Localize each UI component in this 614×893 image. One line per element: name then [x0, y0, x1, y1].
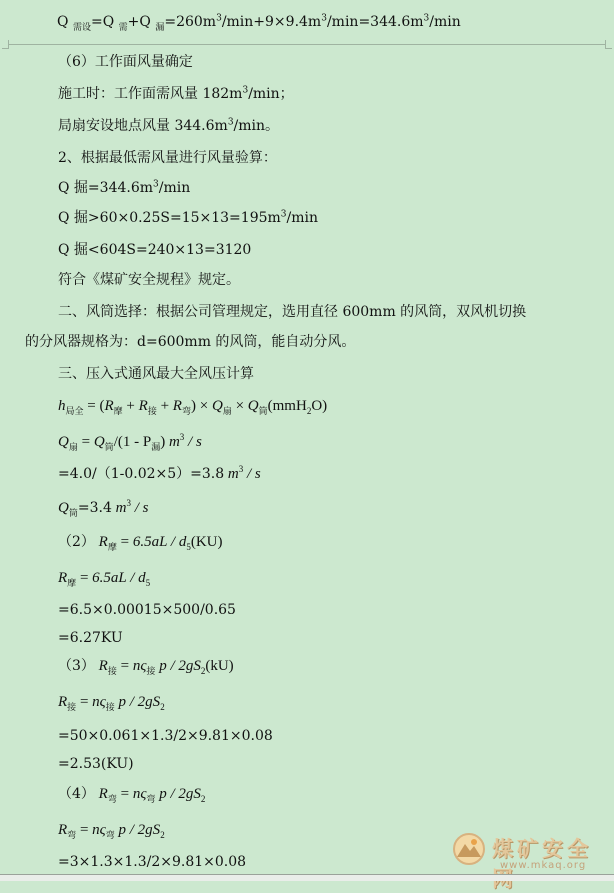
- airflow-sum-equation: Q $_{需设}$=Q $_需$+Q $_漏=260m^3/\min+9\times 9.4m^3/\min=344.6m^3/\min$: [57, 13, 461, 33]
- section-3-title: 三、压入式通风最大全风压计算: [58, 366, 254, 382]
- full-pressure-formula: $h_{局全} = (R_摩 + R_接 + R_弯) \times Q_扇 \times Q_筒(mmH_2O)$: [58, 398, 328, 416]
- construction-airflow: 施工时：工作面需风量 $182m^3/\min$；: [58, 85, 294, 102]
- joint-resistance-result: =2.53(KU): [58, 756, 134, 772]
- fan-flow-value: =4.0/（1-0.02×5）=3.8 $m^3$ / s: [58, 464, 261, 482]
- joint-resistance-formula: （3） $R_接 = n\varsigma_接$ p / $2gS_2(kU)$: [58, 658, 234, 676]
- bend-resistance-calc: =3×1.3×1.3/2×9.81×0.08: [58, 854, 247, 870]
- compliance-note: 符合《煤矿安全规程》规定。: [58, 272, 240, 288]
- friction-resistance-result: =6.27KU: [58, 630, 123, 646]
- joint-resistance-calc: =50×0.061×1.3/2×9.81×0.08: [58, 728, 273, 744]
- q-dig-value: Q 掘$=344.6m^3/\min$: [58, 179, 191, 196]
- section-2-title: 2、根据最低需风量进行风量验算：: [58, 150, 277, 166]
- watermark-url: www.mkaq.org: [500, 860, 587, 871]
- q-dig-min-check: Q 掘$>60\times 0.25S=15\times 13=195m^3/\min$: [58, 209, 319, 226]
- watermark-title: 煤矿安全: [492, 837, 592, 861]
- fan-location-airflow: 局扇安设地点风量 $344.6m^3/\min$。: [58, 117, 280, 134]
- section-6-title: （6）工作面风量确定: [58, 54, 193, 70]
- bend-resistance-formula-2: $R_弯 = n\varsigma_弯$ p / $2gS_2$: [58, 822, 165, 840]
- q-dig-max-check: Q 掘<604S=240×13=3120: [58, 242, 252, 258]
- friction-resistance-formula: （2） $R_摩 = 6.5aL / d_5(KU)$: [58, 534, 223, 552]
- mountain-logo-icon: [452, 832, 486, 866]
- duct-selection-line1: 二、风筒选择：根据公司管理规定，选用直径 600mm 的风筒，双风机切换: [58, 304, 527, 320]
- bend-resistance-formula: （4） $R_弯 = n\varsigma_弯$ p / $2gS_2$: [58, 786, 206, 804]
- site-watermark: [452, 832, 608, 876]
- fan-flow-formula: $Q_扇 = Q_筒/(1 - P_漏)$ $m^3$ / s: [58, 432, 202, 452]
- joint-resistance-formula-2: $R_接 = n\varsigma_接$ p / $2gS_2$: [58, 694, 165, 712]
- duct-selection-line2: 的分风器规格为：d=600mm 的风筒，能自动分风。: [25, 334, 356, 350]
- duct-flow-value: $Q_筒=3.4$ $m^3$ / s: [58, 498, 149, 518]
- page-break: [0, 40, 614, 50]
- friction-resistance-formula-2: $R_摩 = 6.5aL / d_5$: [58, 570, 151, 588]
- friction-resistance-calc: =6.5×0.00015×500/0.65: [58, 602, 236, 618]
